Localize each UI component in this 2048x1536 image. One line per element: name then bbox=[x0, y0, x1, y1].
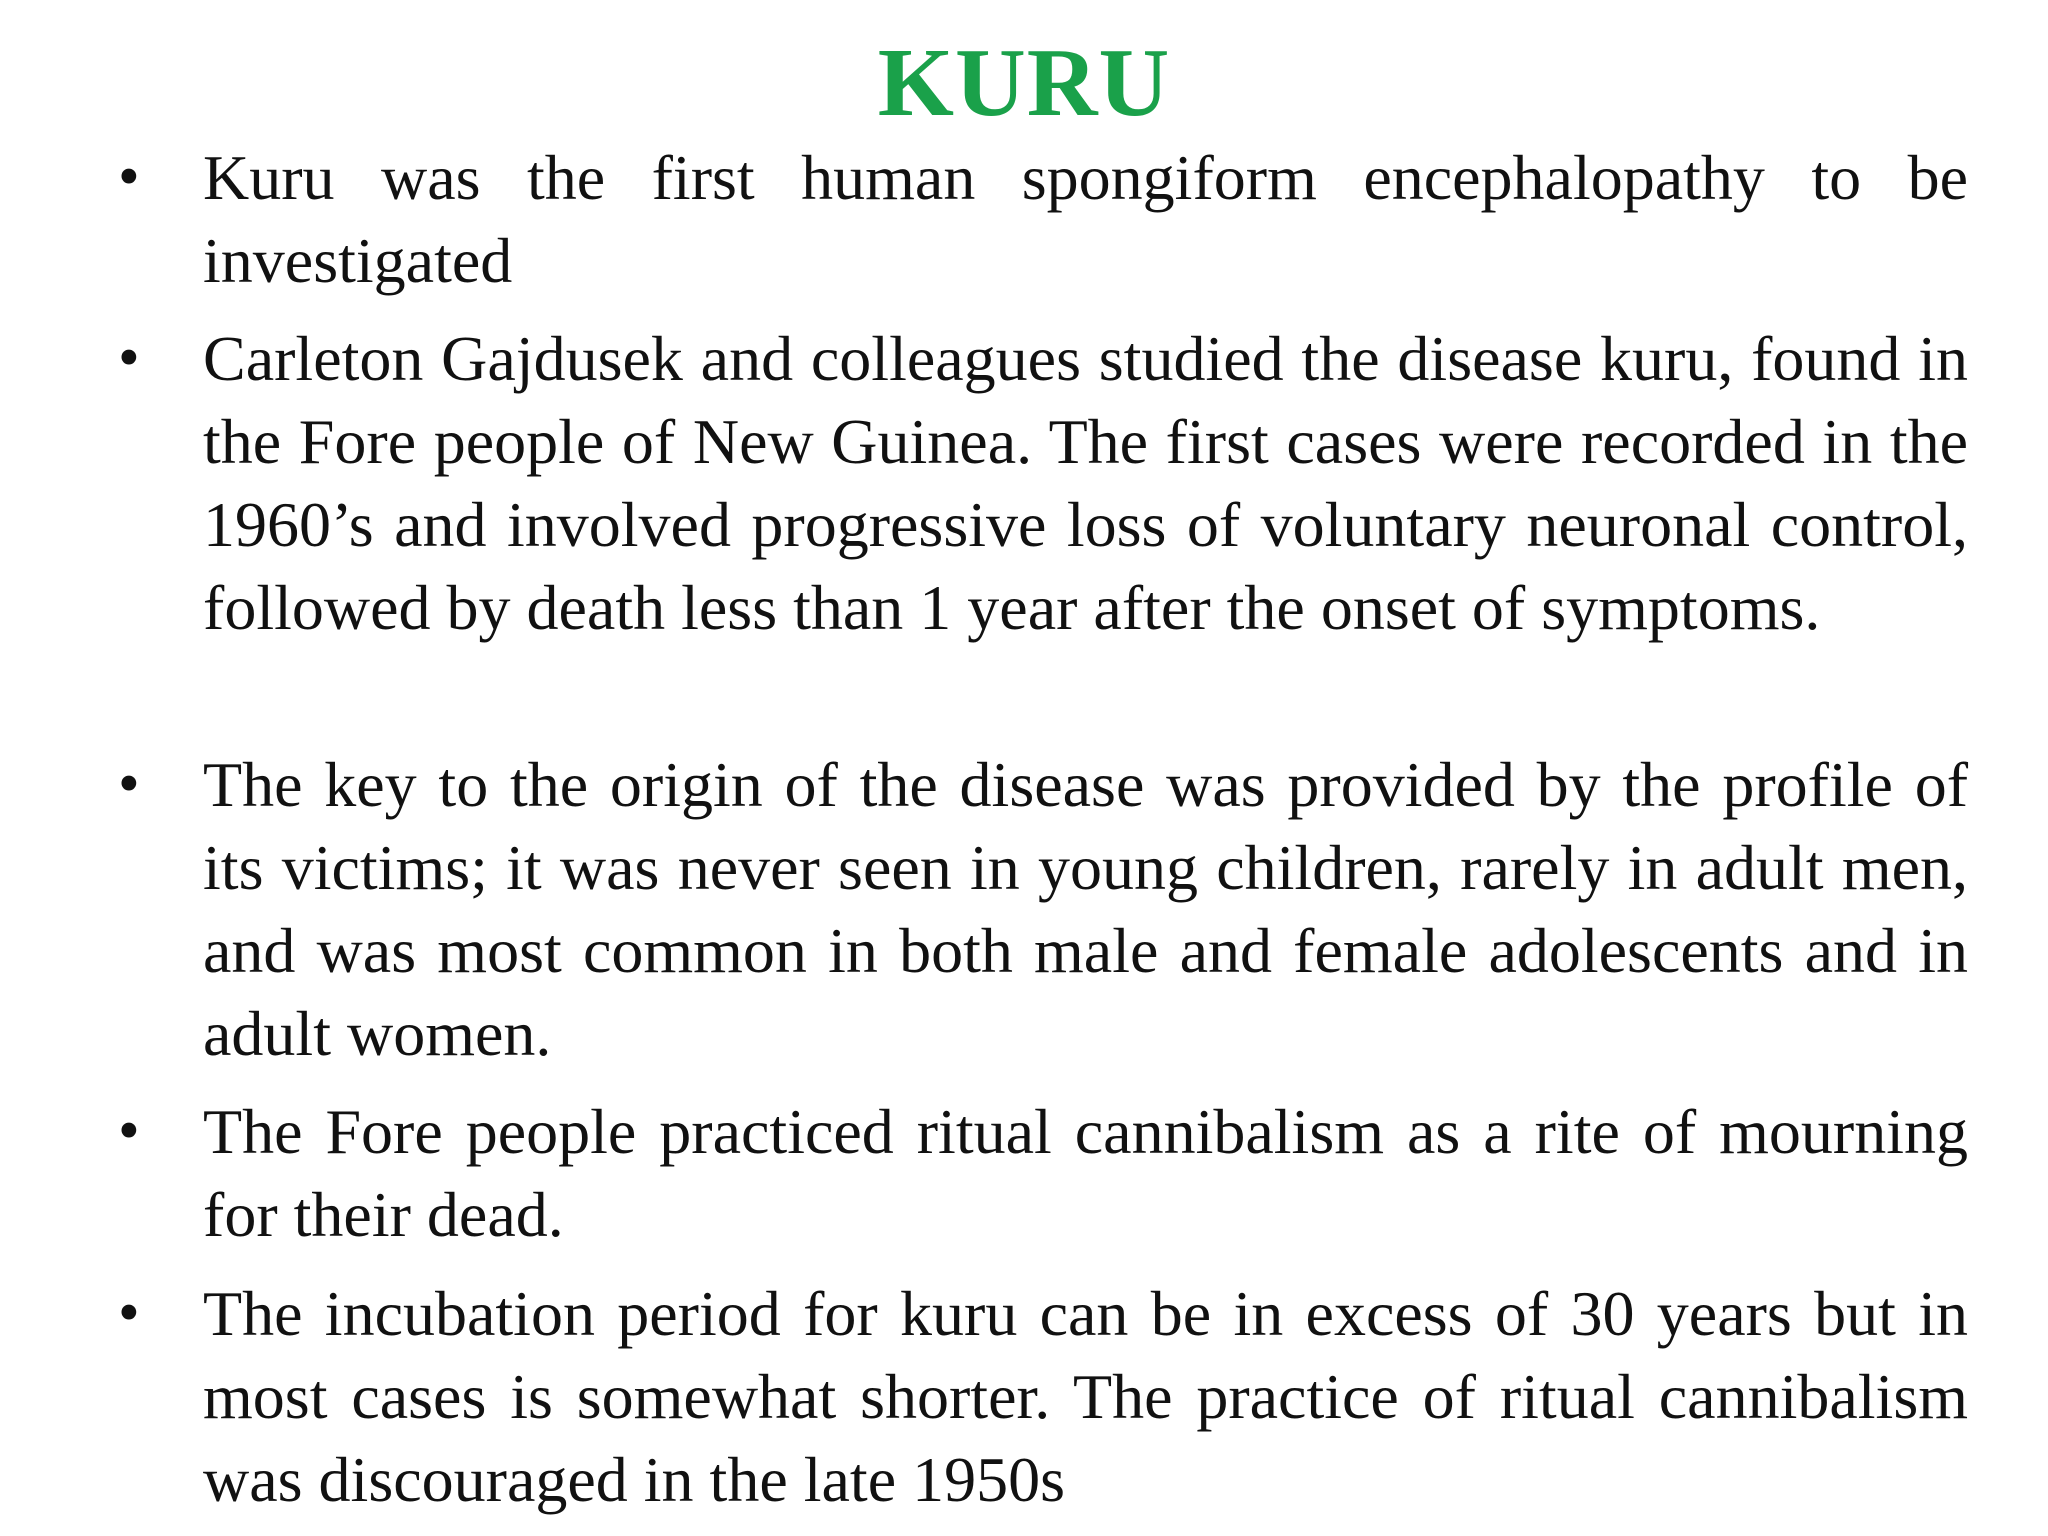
slide-title: KURU bbox=[877, 29, 1171, 137]
bullet-dot-icon: • bbox=[118, 1279, 140, 1347]
bullet-dot-icon: • bbox=[118, 324, 140, 392]
bullet-text-1: Kuru was the first human spongiform encephalopathy to be investigated bbox=[203, 142, 1968, 296]
bullet-text-2: Carleton Gajdusek and colleagues studied the disease kuru, found in the Fore people of New Guinea. The first cases were recorded in the 1960’s and involved progressive loss of voluntary neuronal control, followed by death less than 1 year after the onset of symptoms. bbox=[203, 323, 1968, 643]
bullet-dot-icon: • bbox=[118, 143, 140, 211]
bullet-text-4: The Fore people practiced ritual cannibalism as a rite of mourning for their dead. bbox=[203, 1096, 1968, 1250]
bullet-dot-icon: • bbox=[118, 1097, 140, 1165]
bullet-dot-icon: • bbox=[118, 750, 140, 818]
bullet-text-5: The incubation period for kuru can be in excess of 30 years but in most cases is somewhat shorter. The practice of ritual cannibalism was discouraged in the late 1950s bbox=[203, 1278, 1968, 1515]
bullet-text-3: The key to the origin of the disease was provided by the profile of its victims; it was never seen in young children, rarely in adult men, and was most common in both male and female adolescents and in adult women. bbox=[203, 749, 1968, 1069]
